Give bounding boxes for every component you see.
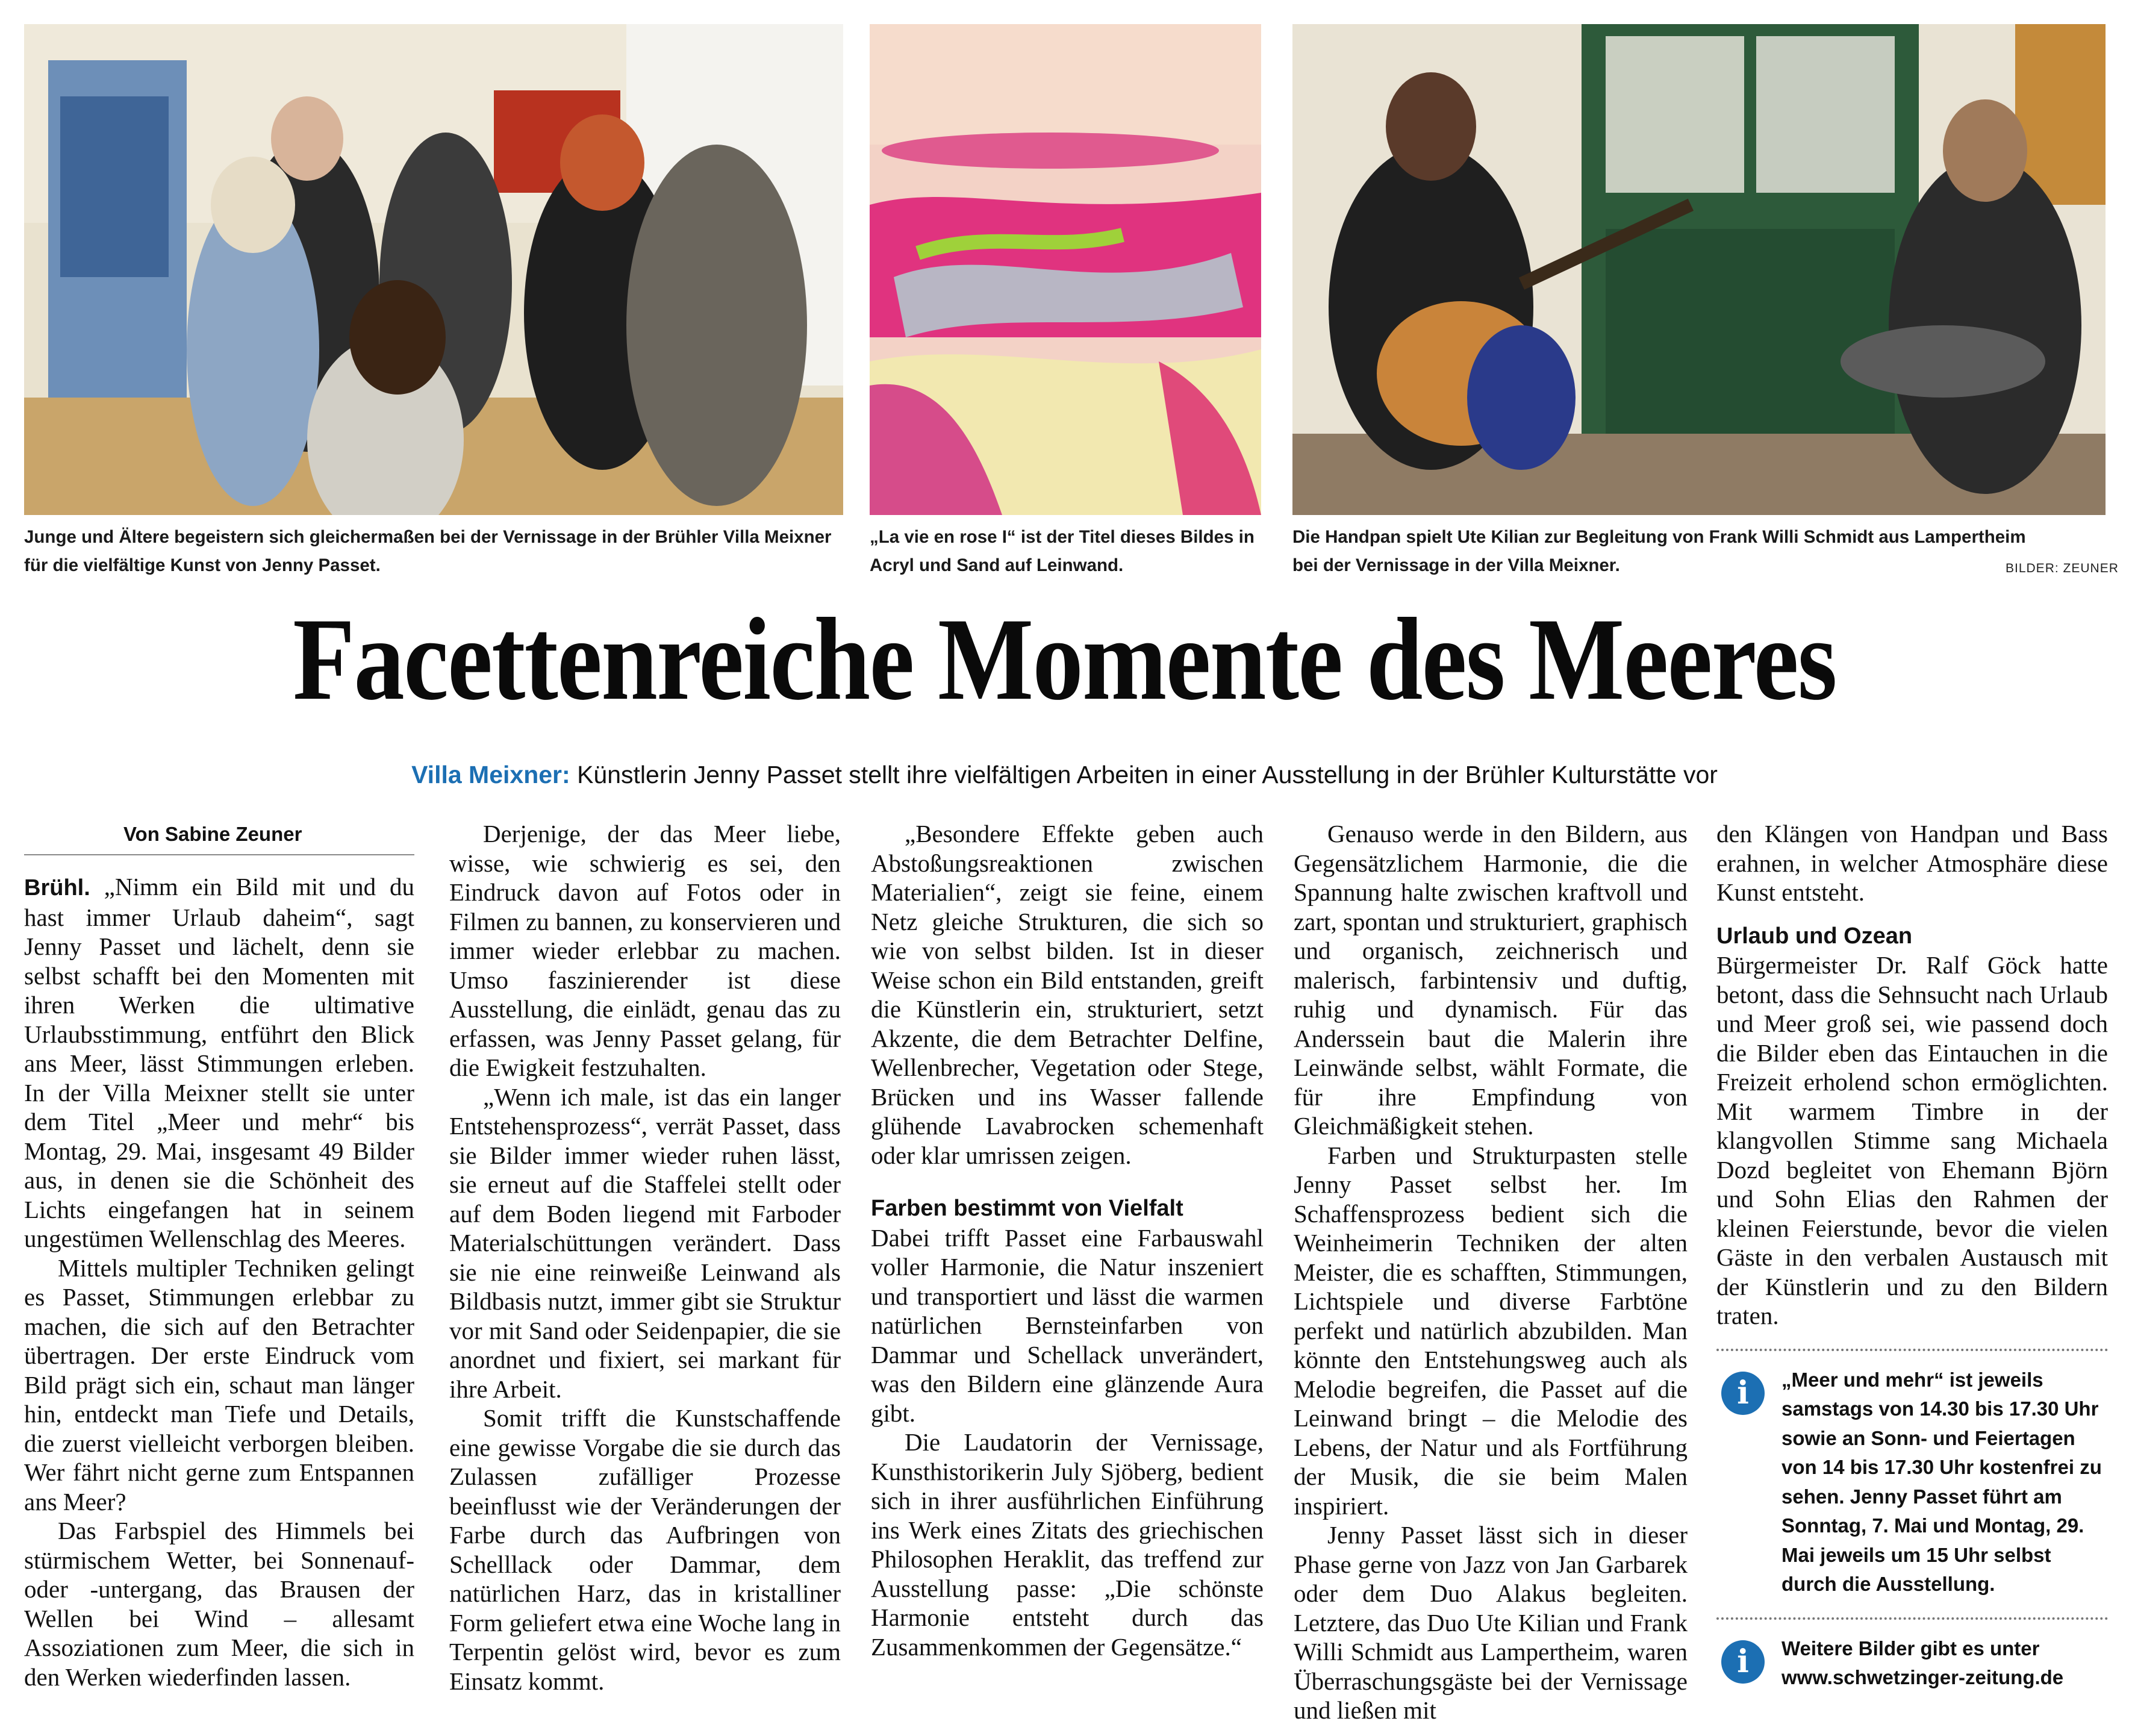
photo-credit: BILDER: ZEUNER [2006, 561, 2119, 575]
article-paragraph: „Wenn ich male, ist das ein langer Entstehensprozess“, verrät Passet, dass sie Bilder immer wieder ruhen lässt, sie erneut auf die Staffelei stellt oder auf dem Boden liegend mit Farboder Materialschüttungen verändert. Dass sie nie eine reinweiße Leinwand als Bildbasis nutzt, immer gibt sie Struktur vor mit Sand oder Seidenpapier, die sie anordnet und fixiert, sei markant für ihre Arbeit. [449, 1082, 841, 1403]
info-separator [1716, 1617, 2108, 1620]
info-separator [1716, 1349, 2108, 1351]
photo-caption-3: Die Handpan spielt Ute Kilian zur Begleitung von Frank Willi Schmidt aus Lampertheim bei der Vernissage in der Villa Meixner. [1292, 527, 2026, 575]
article-paragraph: „Besondere Effekte geben auch Abstoßungsreaktionen zwischen Materialien“, zeigt sie feine, einem Netz gleiche Strukturen, die sich so wie von selbst bilden. Ist in dieser Weise schon ein Bild entstanden, greift die Künstlerin ein, strukturiert, setzt Akzente, die dem Betrachter Delfine, Wellenbrecher, Vegetation oder Stege, Brücken und ins Wasser fallende glühende Lavabrocken schemenhaft oder klar umrissen zeigen. [871, 820, 1264, 1169]
photo-musicians-handpan [1292, 24, 2106, 515]
subheading-urlaub: Urlaub und Ozean [1716, 923, 1913, 949]
subline [0, 757, 2129, 793]
photo-caption-2: „La vie en rose I“ ist der Titel dieses Bildes in Acryl und Sand auf Leinwand. [870, 527, 1255, 575]
article-paragraph: Das Farbspiel des Himmels bei stürmischem Wetter, bei Sonnenauf- oder -untergang, das Brausen der Wellen bei Wind – allesamt Assoziationen zum Meer, die sich in den Werken wiederfinden lassen. [24, 1517, 414, 1691]
article-paragraph: Dabei trifft Passet eine Farbauswahl voller Harmonie, die Natur inszeniert und transportiert und lässt die warmen natürlichen Bernsteinfarben von Dammar und Schellack unverändert, was den Bildern eine glänzende Aura gibt. [871, 1223, 1264, 1427]
photo-vernissage-crowd [24, 24, 843, 515]
info-icon: i [1721, 1640, 1765, 1684]
photo-painting-la-vie-en-rose [870, 24, 1261, 515]
subline-text: Künstlerin Jenny Passet stellt ihre vielfältigen Arbeiten in einer Ausstellung in der Brühler Kulturstätte vor [577, 761, 1718, 788]
article-paragraph: den Klängen von Handpan und Bass erahnen, in welcher Atmosphäre diese Kunst entsteht. [1716, 820, 2108, 906]
article-paragraph: Brühl. „Nimm ein Bild mit und du hast immer Urlaub daheim“, sagt Jenny Passet und lächelt, denn sie selbst schafft bei den Momenten mit ihren Werken die ultimative Urlaubsstimmung, entführt den Blick ans Meer, lässt Stimmungen erleben. In der Villa Meixner stellt sie unter dem Titel „Meer und mehr“ bis Montag, 29. Mai, insgesamt 49 Bilder aus, in denen sie die Schönheit des Lichts eingefangen hat in seinem ungestümen Wellenschlag des Meeres. [24, 873, 414, 1252]
article-paragraph: Somit trifft die Kunstschaffende eine gewisse Vorgabe die sie durch das Zulassen zufälliger Prozesse beeinflusst wie der Veränderungen der Farbe durch das Aufbringen von Schelllack oder Dammar, dem natürlichen Harz, das in kristalliner Form geliefert etwa eine Woche lang in Terpentin gelöst wird, bevor es zum Einsatz kommt. [449, 1404, 841, 1695]
article-paragraph: Derjenige, der das Meer liebe, wisse, wie schwierig es sei, den Eindruck davon auf Fotos oder in Filmen zu bannen, zu konservieren und immer wieder erlebbar zu machen. Umso faszinierender ist diese Ausstellung, die einlädt, genau das zu erfassen, was Jenny Passet gelang, für die Ewigkeit festzuhalten. [449, 820, 841, 1081]
article-column-5 [1716, 819, 2108, 1693]
article-paragraph: Bürgermeister Dr. Ralf Göck hatte betont, dass die Sehnsucht nach Urlaub und Meer groß sei, wie passend doch die Bilder eben das Eintauchen in die Freizeit erholend schon ermöglichten. Mit warmem Timbre in der klangvollen Stimme sang Michaela Dozd begleitet von Ehemann Björn und Sohn Elias den Rahmen der kleinen Feierstunde, bevor die vielen Gäste in den verbalen Austausch mit der Künstlerin und zu den Bildern traten. [1716, 951, 2108, 1329]
article-column-2 [449, 819, 841, 1696]
info-box-opening-hours: i „Meer und mehr“ ist jeweils samstags von 14.30 bis 17.30 Uhr sowie an Sonn- und Feiertagen von 14 bis 17.30 Uhr kostenfrei zu sehen. Jenny Passet führt am Sonntag, 7. Mai und Montag, 29. Mai jeweils um 15 Uhr selbst durch die Ausstellung. [1716, 1366, 2108, 1599]
article-paragraph: Mittels multipler Techniken gelingt es Passet, Stimmungen erlebbar zu machen, die sich auf den Betrachter übertragen. Der erste Eindruck vom Bild prägt sich ein, schaut man länger hin, entdeckt man Tiefe und Details, die zuerst vielleicht verborgen bleiben. Wer fährt nicht gerne zum Entspannen ans Meer? [24, 1254, 414, 1516]
subheading-farben: Farben bestimmt von Vielfalt [871, 1196, 1183, 1221]
article-paragraph: Jenny Passet lässt sich in dieser Phase gerne von Jazz von Jan Garbarek oder dem Duo Alakus begleiten. Letztere, das Duo Ute Kilian und Frank Willi Schmidt aus Lampertheim, waren Überraschungsgäste bei der Vernissage und ließen mit [1294, 1521, 1688, 1724]
info-box-more-photos: i Weitere Bilder gibt es unter www.schwetzinger-zeitung.de [1716, 1634, 2108, 1693]
headline: Facettenreiche Momente des Meeres [293, 594, 1836, 725]
article-paragraph: Genauso werde in den Bildern, aus Gegensätzlichem Harmonie, die die Spannung halte zwischen kraftvoll und zart, spontan und strukturiert, graphisch und organisch, zeichnerisch und malerisch, farbintensiv und duftig, ruhig und dynamisch. Für das Anderssein baut die Malerin ihre Leinwände selbst, wählt Formate, die für ihre Empfindung von Gleichmäßigkeit stehen. [1294, 820, 1688, 1140]
dateline-place: Brühl. [24, 875, 90, 901]
article-column-1 [24, 819, 414, 1691]
article-column-4 [1294, 819, 1688, 1725]
subline-kicker: Villa Meixner: [411, 761, 570, 788]
info-icon: i [1721, 1372, 1765, 1415]
article-paragraph: Farben und Strukturpasten stelle Jenny Passet selbst her. Im Schaffensprozess bedient sich die Weinheimerin Techniken der alten Meister, die es schafften, Stimmungen, Lichtspiele und diverse Farbtöne perfekt und natürlich abzubilden. Man könnte den Entstehungsweg auch als Melodie begreifen, die Passet auf die Leinwand bringt – die Melodie des Lebens, der Natur und als Fortführung der Musik, die sie beim Malen inspiriert. [1294, 1141, 1688, 1520]
author-byline: Von Sabine Zeuner [24, 819, 414, 855]
article-paragraph: Die Laudatorin der Vernissage, Kunsthistorikerin July Sjöberg, bedient sich in ihrer ausführlichen Einführung ins Werk eines Zitats des griechischen Philosophen Heraklit, das treffend zur Ausstellung passe: „Die schönste Harmonie entsteht durch das Zusammenkommen der Gegensätze.“ [871, 1428, 1264, 1661]
article-column-3 [871, 819, 1264, 1661]
photo-caption-1: Junge und Ältere begeistern sich gleichermaßen bei der Vernissage in der Brühler Villa Meixner für die vielfältige Kunst von Jenny Passet. [24, 527, 832, 575]
